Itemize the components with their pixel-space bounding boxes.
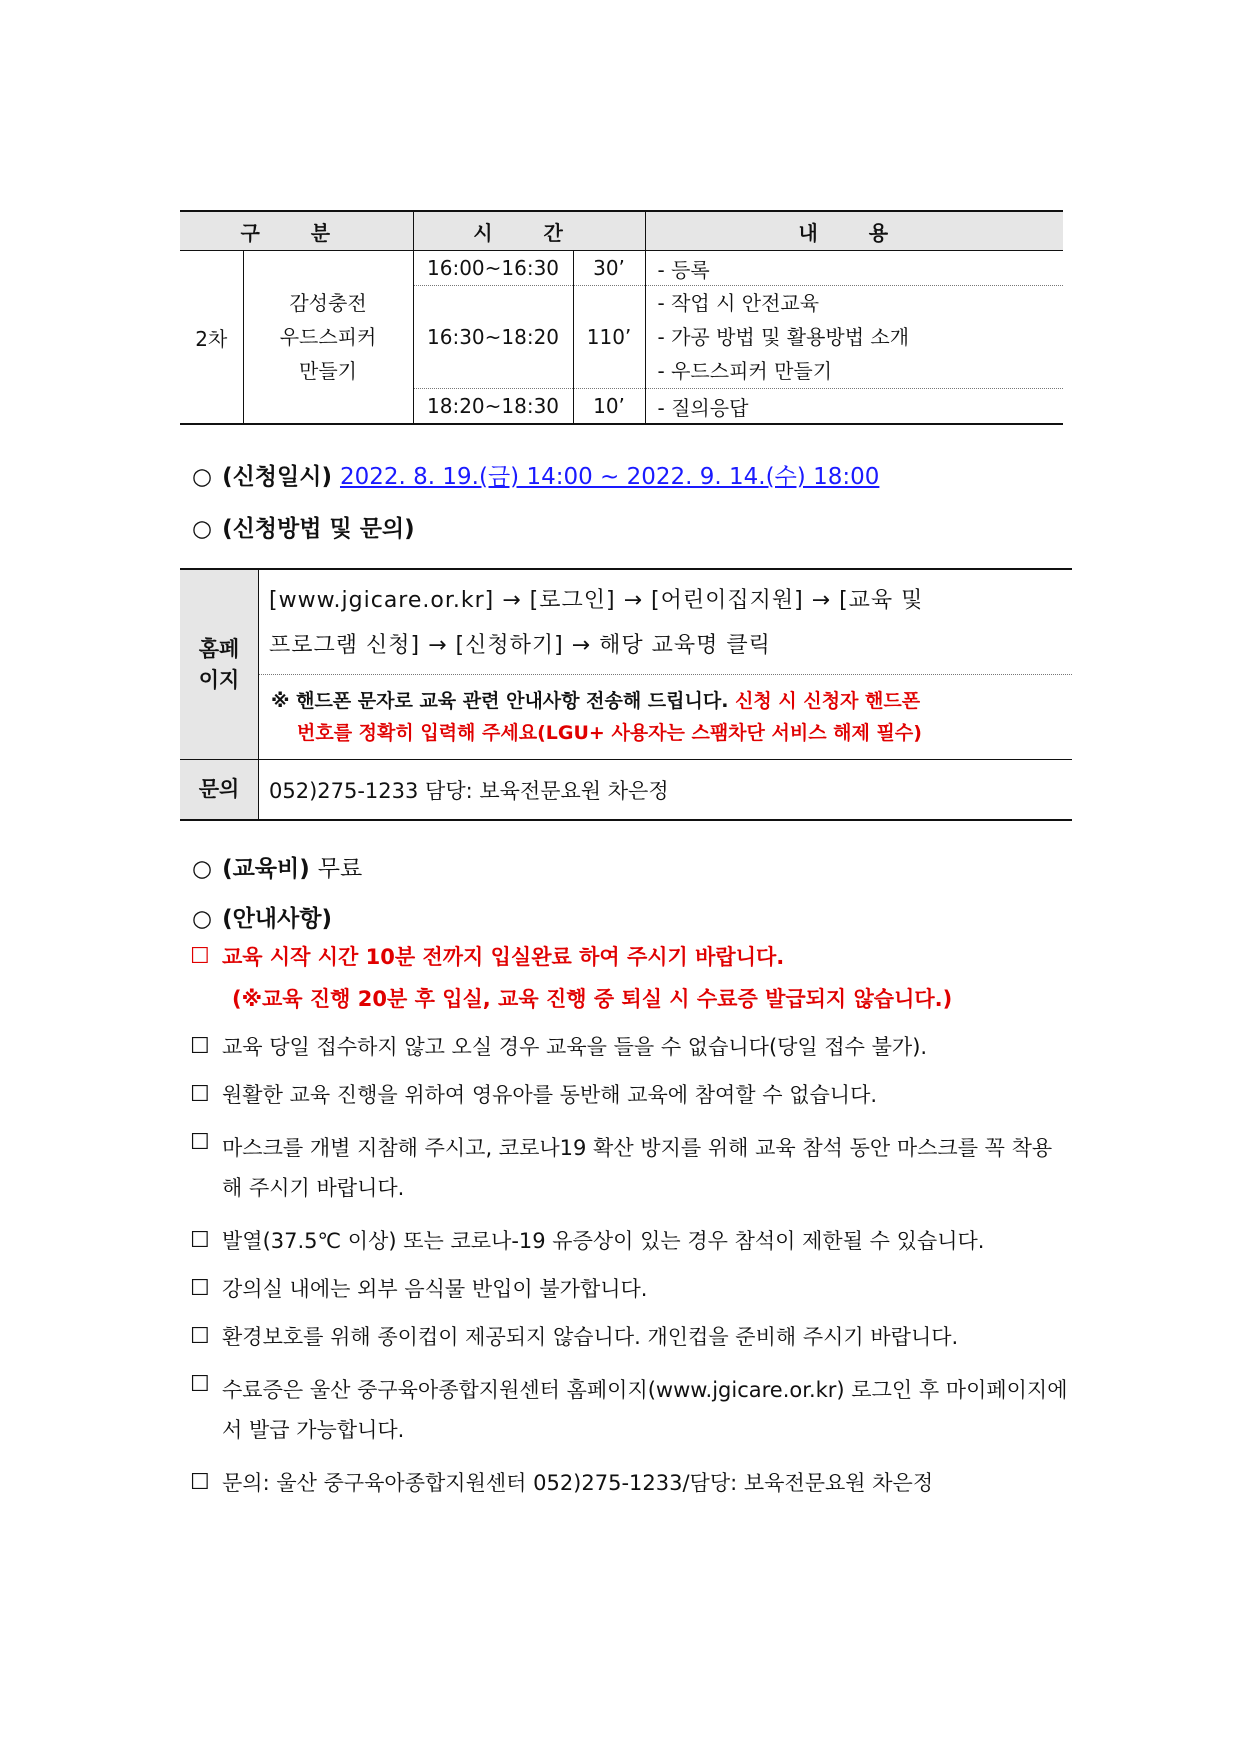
content-cell: - 질의응답 xyxy=(645,389,1063,425)
checkbox-icon: ☐ xyxy=(190,944,210,969)
notice-heading: ○ (안내사항) xyxy=(192,906,332,932)
time-cell: 18:20~18:30 xyxy=(413,389,573,425)
contact-value: 052)275-1233 담당: 보육전문요원 차은정 xyxy=(259,760,1073,821)
schedule-header-row xyxy=(180,211,1063,251)
header-time: 시 간 xyxy=(413,211,645,251)
time-cell: 16:00~16:30 xyxy=(413,251,573,286)
round-label: 2차 xyxy=(180,251,243,425)
checkbox-icon: ☐ xyxy=(190,1034,210,1059)
checkbox-icon: ☐ xyxy=(190,1082,210,1107)
program-title: 감성충전 우드스피커 만들기 xyxy=(243,251,413,425)
header-content: 내 용 xyxy=(645,211,1063,251)
application-method-heading: ○ (신청방법 및 문의) xyxy=(192,516,415,542)
fee-line: ○ (교육비) 무료 xyxy=(192,856,363,882)
duration-cell: 30’ xyxy=(573,251,645,286)
checkbox-icon: ☐ xyxy=(190,1228,210,1253)
checkbox-icon: ☐ xyxy=(190,1372,210,1397)
contact-row xyxy=(180,760,1072,821)
schedule-table xyxy=(180,210,1063,425)
application-period xyxy=(192,458,879,491)
homepage-label: 홈페 이지 xyxy=(180,569,259,760)
period-value: 2022. 8. 19.(금) 14:00 ~ 2022. 9. 14.(수) 18:00 xyxy=(339,464,880,490)
notice-list xyxy=(190,942,1070,1516)
header-category: 구 분 xyxy=(180,211,413,251)
list-item: ☐ 강의실 내에는 외부 음식물 반입이 불가합니다. xyxy=(190,1274,1070,1304)
time-cell: 16:30~18:20 xyxy=(413,286,573,389)
sms-note: ※ 핸드폰 문자로 교육 관련 안내사항 전송해 드립니다. 신청 시 신청자 핸드폰 번호를 정확히 입력해 주세요(LGU+ 사용자는 스팸차단 서비스 해제 필수) xyxy=(259,675,1073,760)
list-item: ☐ 수료증은 울산 중구육아종합지원센터 홈페이지(www.jgicare.or.kr) 로그인 후 마이페이지에서 발급 가능합니다. xyxy=(190,1370,1070,1450)
list-item: ☐ 문의: 울산 중구육아종합지원센터 052)275-1233/담당: 보육전문요원 차은정 xyxy=(190,1468,1070,1498)
checkbox-icon: ☐ xyxy=(190,1324,210,1349)
content-cell: - 작업 시 안전교육 - 가공 방법 및 활용방법 소개 - 우드스피커 만들기 xyxy=(645,286,1063,389)
checkbox-icon: ☐ xyxy=(190,1130,210,1155)
checkbox-icon: ☐ xyxy=(190,1276,210,1301)
list-item: ☐ 환경보호를 위해 종이컵이 제공되지 않습니다. 개인컵을 준비해 주시기 바랍니다. xyxy=(190,1322,1070,1352)
duration-cell: 10’ xyxy=(573,389,645,425)
list-item: ☐ 교육 당일 접수하지 않고 오실 경우 교육을 들을 수 없습니다(당일 접수 불가). xyxy=(190,1032,1070,1062)
sms-note-row xyxy=(180,675,1072,760)
list-item: ☐ 교육 시작 시간 10분 전까지 입실완료 하여 주시기 바랍니다. xyxy=(190,942,1070,972)
list-item: ☐ 발열(37.5℃ 이상) 또는 코로나-19 유증상이 있는 경우 참석이 제한될 수 있습니다. xyxy=(190,1226,1070,1256)
checkbox-icon: ☐ xyxy=(190,1470,210,1495)
list-item-subnote: (※교육 진행 20분 후 입실, 교육 진행 중 퇴실 시 수료증 발급되지 않습니다.) xyxy=(232,987,953,1011)
application-info-table xyxy=(180,568,1072,821)
homepage-row xyxy=(180,569,1072,675)
circle-bullet-icon: ○ xyxy=(192,516,213,542)
circle-bullet-icon: ○ xyxy=(192,464,213,490)
period-label: (신청일시) xyxy=(222,464,332,490)
content-cell: - 등록 xyxy=(645,251,1063,286)
list-item: ☐ 원활한 교육 진행을 위하여 영유아를 동반해 교육에 참여할 수 없습니다. xyxy=(190,1080,1070,1110)
duration-cell: 110’ xyxy=(573,286,645,389)
circle-bullet-icon: ○ xyxy=(192,856,213,882)
list-item: ☐ 마스크를 개별 지참해 주시고, 코로나19 확산 방지를 위해 교육 참석 동안 마스크를 꼭 착용해 주시기 바랍니다. xyxy=(190,1128,1070,1208)
homepage-path: [www.jgicare.or.kr] → [로그인] → [어린이집지원] → [교육 및 프로그램 신청] → [신청하기] → 해당 교육명 클릭 xyxy=(259,569,1073,675)
fee-value: 무료 xyxy=(317,856,363,882)
circle-bullet-icon: ○ xyxy=(192,906,213,932)
contact-label: 문의 xyxy=(180,760,259,821)
schedule-row xyxy=(180,251,1063,286)
